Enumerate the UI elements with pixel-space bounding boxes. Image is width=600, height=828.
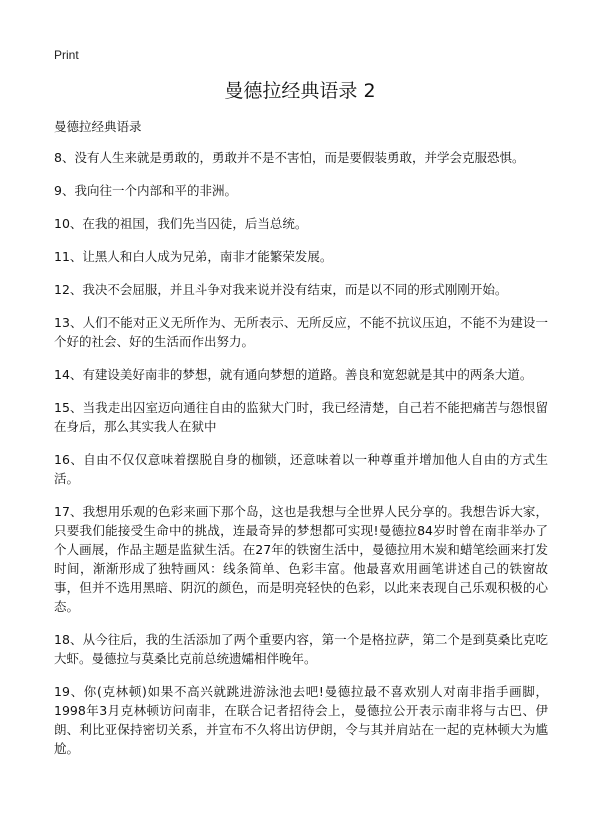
quote-item-12: 12、我决不会屈服，并且斗争对我来说并没有结束，而是以不同的形式刚刚开始。 xyxy=(54,282,508,297)
quote-item-17: 17、我想用乐观的色彩来画下那个岛，这也是我想与全世界人民分享的。我想告诉大家，只要我们能接受生命中的挑战，连最奇异的梦想都可实现!曼德拉84岁时曾在南非举办了个人画展，作品主题是监狱生活。在27年的铁窗生活中，曼德拉用木炭和蜡笔绘画来打发时间，渐渐形成了独特画风：线条简单、色彩丰富。他最喜欢用画笔讲述自己的铁窗故事，但并不选用黑暗、阴沉的颜色，而是明亮轻快的色彩，以此来表现自己乐观积极的心态。 xyxy=(54,504,548,614)
quote-item-15: 15、当我走出囚室迈向通往自由的监狱大门时，我已经清楚，自己若不能把痛苦与怨恨留在身后，那么其实我人在狱中 xyxy=(54,400,548,434)
print-link[interactable]: Print xyxy=(54,48,79,62)
quote-item-14: 14、有建设美好南非的梦想，就有通向梦想的道路。善良和宽恕就是其中的两条大道。 xyxy=(54,367,533,382)
quote-item-18: 18、从今往后，我的生活添加了两个重要内容，第一个是格拉萨，第二个是到莫桑比克吃大虾。曼德拉与莫桑比克前总统遗孀相伴晚年。 xyxy=(54,632,548,666)
quote-item-13: 13、人们不能对正义无所作为、无所表示、无所反应，不能不抗议压迫，不能不为建设一个好的社会、好的生活而作出努力。 xyxy=(54,315,548,349)
document-subtitle: 曼德拉经典语录 xyxy=(54,119,142,134)
page-title: 曼德拉经典语录 2 xyxy=(224,80,376,102)
quote-item-10: 10、在我的祖国，我们先当囚徒，后当总统。 xyxy=(54,216,308,231)
quote-item-9: 9、我向往一个内部和平的非洲。 xyxy=(54,183,237,198)
quote-item-19: 19、你(克林顿)如果不高兴就跳进游泳池去吧!曼德拉最不喜欢别人对南非指手画脚，1998年3月克林顿访问南非，在联合记者招待会上，曼德拉公开表示南非将与古巴、伊朗、利比亚保持密切关系，并宣布不久将出访伊朗，令与其并肩站在一起的克林顿大为尴尬。 xyxy=(54,684,548,756)
quote-list xyxy=(54,148,548,772)
quote-item-11: 11、让黑人和白人成为兄弟，南非才能繁荣发展。 xyxy=(54,249,333,264)
quote-item-16: 16、自由不仅仅意味着摆脱自身的枷锁，还意味着以一种尊重并增加他人自由的方式生活。 xyxy=(54,452,548,486)
quote-item-8: 8、没有人生来就是勇敢的，勇敢并不是不害怕，而是要假装勇敢，并学会克服恐惧。 xyxy=(54,150,525,165)
